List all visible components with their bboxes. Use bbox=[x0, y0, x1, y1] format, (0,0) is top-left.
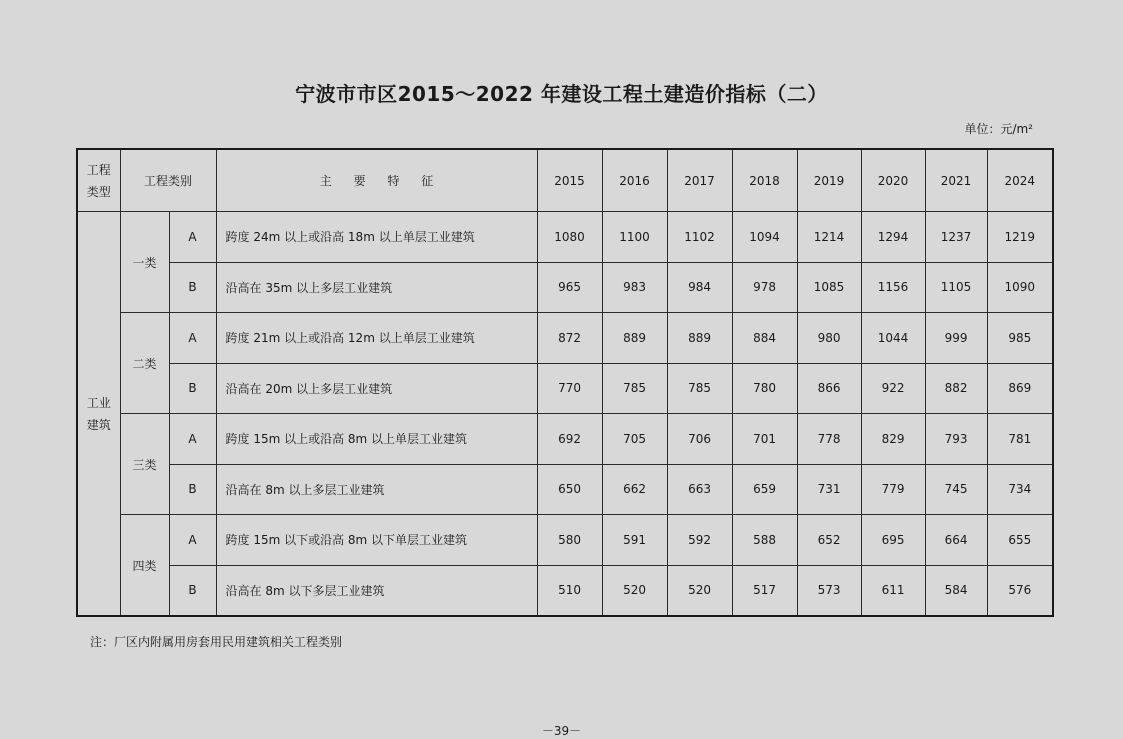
page-number: －39－ bbox=[541, 724, 582, 738]
table-row bbox=[77, 212, 1053, 263]
header-year: 2021 bbox=[925, 149, 987, 212]
value-cell: 1100 bbox=[602, 212, 667, 263]
subclass-cell: B bbox=[169, 464, 216, 515]
subclass-cell: A bbox=[169, 414, 216, 465]
value-cell: 780 bbox=[732, 363, 797, 414]
subclass-cell: A bbox=[169, 212, 216, 263]
feature-cell: 跨度 15m 以上或沿高 8m 以上单层工业建筑 bbox=[216, 414, 537, 465]
table-row bbox=[77, 414, 1053, 465]
feature-cell: 跨度 21m 以上或沿高 12m 以上单层工业建筑 bbox=[216, 313, 537, 364]
value-cell: 1094 bbox=[732, 212, 797, 263]
header-year: 2016 bbox=[602, 149, 667, 212]
subclass-cell: A bbox=[169, 515, 216, 566]
value-cell: 1105 bbox=[925, 262, 987, 313]
header-eng-type: 工程 类型 bbox=[77, 149, 120, 212]
value-cell: 517 bbox=[732, 565, 797, 616]
value-cell: 706 bbox=[667, 414, 732, 465]
table-row bbox=[77, 313, 1053, 364]
value-cell: 770 bbox=[537, 363, 602, 414]
value-cell: 745 bbox=[925, 464, 987, 515]
value-cell: 520 bbox=[602, 565, 667, 616]
header-features: 主 要 特 征 bbox=[216, 149, 537, 212]
value-cell: 1214 bbox=[797, 212, 861, 263]
header-year: 2020 bbox=[861, 149, 925, 212]
value-cell: 591 bbox=[602, 515, 667, 566]
value-cell: 872 bbox=[537, 313, 602, 364]
value-cell: 1219 bbox=[987, 212, 1053, 263]
value-cell: 866 bbox=[797, 363, 861, 414]
header-row bbox=[77, 149, 1053, 212]
value-cell: 580 bbox=[537, 515, 602, 566]
value-cell: 1090 bbox=[987, 262, 1053, 313]
value-cell: 922 bbox=[861, 363, 925, 414]
header-year: 2019 bbox=[797, 149, 861, 212]
value-cell: 889 bbox=[602, 313, 667, 364]
class-cell: 三类 bbox=[120, 414, 169, 515]
value-cell: 650 bbox=[537, 464, 602, 515]
value-cell: 829 bbox=[861, 414, 925, 465]
feature-cell: 沿高在 8m 以下多层工业建筑 bbox=[216, 565, 537, 616]
value-cell: 573 bbox=[797, 565, 861, 616]
subclass-cell: B bbox=[169, 262, 216, 313]
value-cell: 705 bbox=[602, 414, 667, 465]
header-year: 2017 bbox=[667, 149, 732, 212]
value-cell: 889 bbox=[667, 313, 732, 364]
value-cell: 592 bbox=[667, 515, 732, 566]
value-cell: 510 bbox=[537, 565, 602, 616]
feature-cell: 沿高在 35m 以上多层工业建筑 bbox=[216, 262, 537, 313]
footnote: 注：厂区内附属用房套用民用建筑相关工程类别 bbox=[90, 635, 343, 649]
page-title: 宁波市市区2015～2022 年建设工程土建造价指标（二） bbox=[295, 82, 828, 106]
value-cell: 734 bbox=[987, 464, 1053, 515]
header-year: 2024 bbox=[987, 149, 1053, 212]
value-cell: 999 bbox=[925, 313, 987, 364]
header-year: 2018 bbox=[732, 149, 797, 212]
subclass-cell: B bbox=[169, 565, 216, 616]
subclass-cell: B bbox=[169, 363, 216, 414]
value-cell: 1080 bbox=[537, 212, 602, 263]
table-row bbox=[77, 262, 1053, 313]
feature-cell: 跨度 24m 以上或沿高 18m 以上单层工业建筑 bbox=[216, 212, 537, 263]
value-cell: 611 bbox=[861, 565, 925, 616]
value-cell: 869 bbox=[987, 363, 1053, 414]
value-cell: 778 bbox=[797, 414, 861, 465]
value-cell: 1044 bbox=[861, 313, 925, 364]
value-cell: 882 bbox=[925, 363, 987, 414]
value-cell: 695 bbox=[861, 515, 925, 566]
table-row bbox=[77, 515, 1053, 566]
value-cell: 980 bbox=[797, 313, 861, 364]
value-cell: 659 bbox=[732, 464, 797, 515]
class-cell: 二类 bbox=[120, 313, 169, 414]
value-cell: 731 bbox=[797, 464, 861, 515]
unit-label: 单位：元/m² bbox=[964, 122, 1033, 136]
value-cell: 978 bbox=[732, 262, 797, 313]
value-cell: 584 bbox=[925, 565, 987, 616]
value-cell: 785 bbox=[667, 363, 732, 414]
value-cell: 779 bbox=[861, 464, 925, 515]
value-cell: 781 bbox=[987, 414, 1053, 465]
feature-cell: 沿高在 8m 以上多层工业建筑 bbox=[216, 464, 537, 515]
value-cell: 1294 bbox=[861, 212, 925, 263]
value-cell: 1237 bbox=[925, 212, 987, 263]
cost-index-table bbox=[76, 148, 1054, 617]
value-cell: 588 bbox=[732, 515, 797, 566]
value-cell: 692 bbox=[537, 414, 602, 465]
value-cell: 965 bbox=[537, 262, 602, 313]
value-cell: 655 bbox=[987, 515, 1053, 566]
table-row bbox=[77, 363, 1053, 414]
value-cell: 1156 bbox=[861, 262, 925, 313]
value-cell: 576 bbox=[987, 565, 1053, 616]
value-cell: 983 bbox=[602, 262, 667, 313]
value-cell: 785 bbox=[602, 363, 667, 414]
table-row bbox=[77, 565, 1053, 616]
value-cell: 985 bbox=[987, 313, 1053, 364]
value-cell: 662 bbox=[602, 464, 667, 515]
value-cell: 884 bbox=[732, 313, 797, 364]
class-cell: 四类 bbox=[120, 515, 169, 617]
value-cell: 984 bbox=[667, 262, 732, 313]
table-body bbox=[77, 212, 1053, 617]
value-cell: 701 bbox=[732, 414, 797, 465]
class-cell: 一类 bbox=[120, 212, 169, 313]
value-cell: 663 bbox=[667, 464, 732, 515]
feature-cell: 跨度 15m 以下或沿高 8m 以下单层工业建筑 bbox=[216, 515, 537, 566]
value-cell: 652 bbox=[797, 515, 861, 566]
subclass-cell: A bbox=[169, 313, 216, 364]
value-cell: 520 bbox=[667, 565, 732, 616]
feature-cell: 沿高在 20m 以上多层工业建筑 bbox=[216, 363, 537, 414]
value-cell: 1085 bbox=[797, 262, 861, 313]
table-row bbox=[77, 464, 1053, 515]
header-eng-class: 工程类别 bbox=[120, 149, 216, 212]
category-cell: 工业 建筑 bbox=[77, 212, 120, 617]
value-cell: 664 bbox=[925, 515, 987, 566]
header-year: 2015 bbox=[537, 149, 602, 212]
value-cell: 793 bbox=[925, 414, 987, 465]
value-cell: 1102 bbox=[667, 212, 732, 263]
